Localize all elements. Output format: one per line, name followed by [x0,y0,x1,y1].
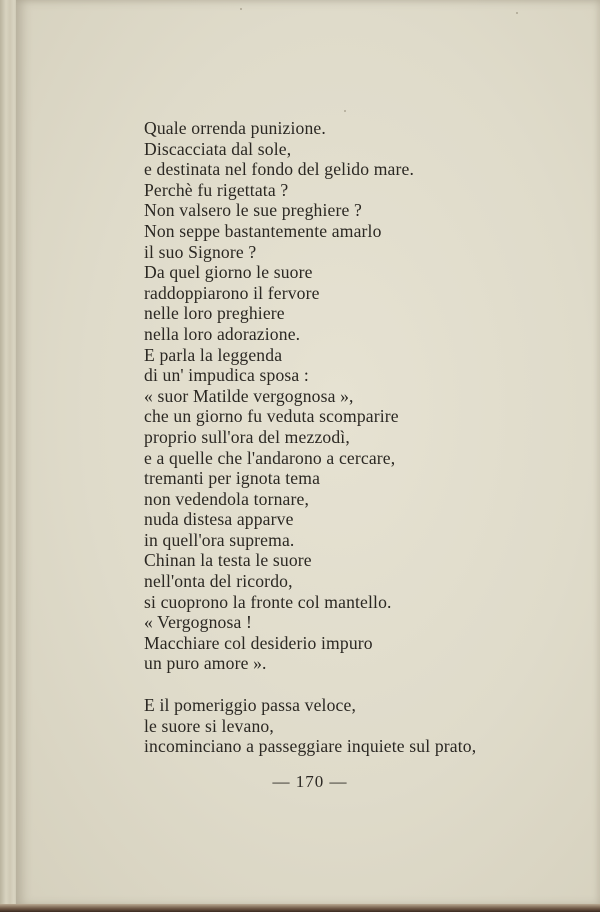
poem-line: nuda distesa apparve [144,509,294,530]
poem-line: si cuoprono la fronte col mantello. [144,591,392,612]
poem-line: che un giorno fu veduta scomparire [144,406,399,427]
poem-line: tremanti per ignota tema [144,468,321,489]
poem-text [144,118,564,757]
poem-line: Macchiare col desiderio impuro [144,632,373,653]
page-number: — 170 — [272,772,348,791]
poem-line: incominciano a passeggiare inquiete sul prato, [144,736,477,757]
poem-line: le suore si levano, [144,715,274,736]
poem-line: Discacciata dal sole, [144,138,292,159]
paper-speck [516,12,518,14]
poem-line: Da quel giorno le suore [144,262,313,283]
poem-line: E il pomeriggio passa veloce, [144,695,356,716]
poem-line: di un' impudica sposa : [144,365,309,386]
poem-line: Non valsero le sue preghiere ? [144,200,362,221]
poem-line: Non seppe bastantemente amarlo [144,220,382,241]
paper-speck [240,8,242,10]
poem-line: e a quelle che l'andarono a cercare, [144,447,396,468]
poem-line: nella loro adorazione. [144,323,301,344]
poem-line: Perchè fu rigettata ? [144,179,289,200]
poem-line: Chinan la testa le suore [144,550,312,571]
poem-line: proprio sull'ora del mezzodì, [144,426,350,447]
poem-line: raddoppiarono il fervore [144,282,320,303]
poem-line: nell'onta del ricordo, [144,571,293,592]
poem-line: in quell'ora suprema. [144,529,295,550]
poem-line: Quale orrenda punizione. [144,118,326,138]
poem-line: E parla la leggenda [144,344,283,365]
poem-line: « suor Matilde vergognosa », [144,385,354,406]
poem-line: un puro amore ». [144,653,267,674]
poem-line: « Vergognosa ! [144,612,252,633]
poem-line: il suo Signore ? [144,241,257,262]
poem-line: non vedendola tornare, [144,488,310,509]
book-cover-edge [0,904,600,912]
poem-line: nelle loro preghiere [144,303,285,324]
paper-speck [344,110,346,112]
stanza-break [144,674,564,695]
poem-line: e destinata nel fondo del gelido mare. [144,159,415,180]
